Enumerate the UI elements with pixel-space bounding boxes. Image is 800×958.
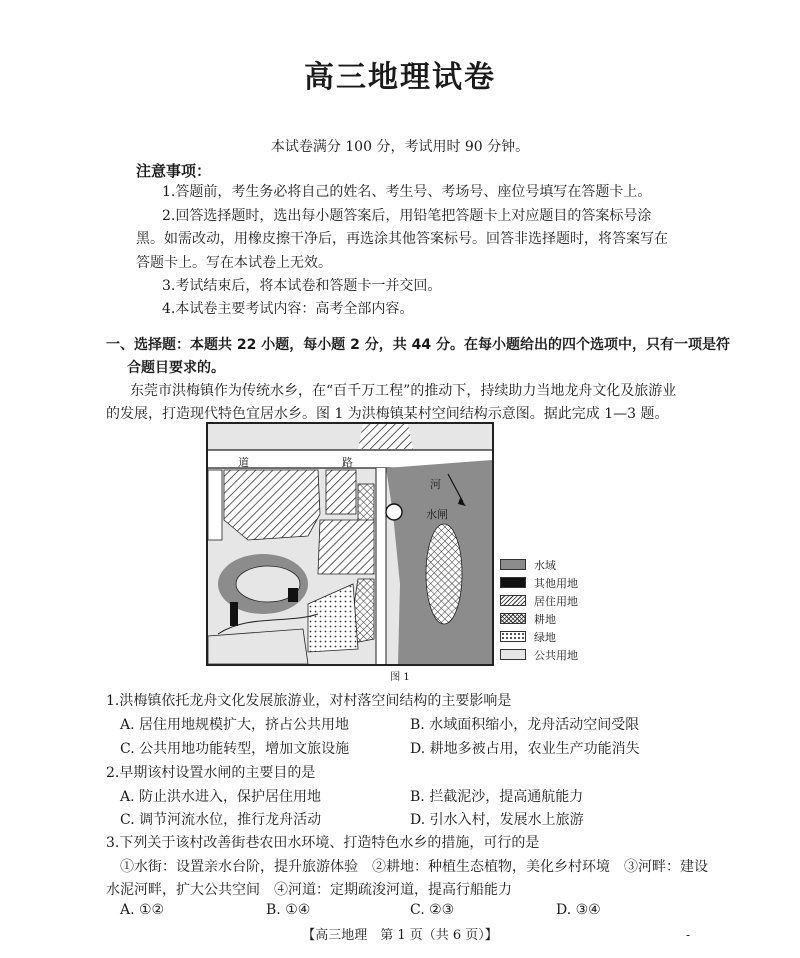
option-c: C. ②③ xyxy=(410,902,455,918)
passage-text: 东莞市洪梅镇作为传统水乡，在“百千万工程”的推动下，持续助力当地龙舟文化及旅游业 xyxy=(130,383,677,399)
river-label: 河 xyxy=(430,478,441,491)
village-map xyxy=(206,422,494,666)
section-heading-cont: 合题目要求的。 xyxy=(127,360,225,376)
question-stem: 3.下列关于该村改善街巷农田水环境、打造特色水乡的措施，可行的是 xyxy=(106,835,540,851)
green-swatch xyxy=(500,631,526,642)
notice-heading: 注意事项： xyxy=(136,162,212,180)
passage-text: 的发展，打造现代特色宜居水乡。图 1 为洪梅镇某村空间结构示意图。据此完成 1—3 题。 xyxy=(106,406,669,422)
notice-item: 黑。如需改动，用橡皮擦干净后，再选涂其他答案标号。回答非选择题时，将答案写在 xyxy=(136,231,668,247)
option-d: D. 引水入村，发展水上旅游 xyxy=(410,812,584,828)
option-b: B. ①④ xyxy=(266,902,311,918)
question-stem: 1.洪梅镇依托龙舟文化发展旅游业，对村落空间结构的主要影响是 xyxy=(106,693,512,709)
notice-item: 2.回答选择题时，选出每小题答案后，用铅笔把答题卡上对应题目的答案标号涂 xyxy=(162,208,652,224)
option-a: A. 居住用地规模扩大，挤占公共用地 xyxy=(120,717,350,733)
option-d: D. 耕地多被占用，农业生产功能消失 xyxy=(410,741,640,757)
option-a: A. 防止洪水进入，保护居住用地 xyxy=(120,789,322,805)
exam-page: 高三地理试卷 本试卷满分 100 分，考试用时 90 分钟。 注意事项： 1.答题前，考生务必将自己的姓名、考生号、考场号、座位号填写在答题卡上。 2.回答选择题时，选出每小题答案后，用铅笔把答题卡上对应题目的答案标号涂 黑。如需改动，用橡皮擦干净后，再选涂其他答案标号。回答非选择题时，将答案写在 答题卡上。写在本试卷上无效。 3.考试结束后，将本试卷和答题卡一并交回。 4.本试卷主要考试内容：高考全部内容。 一、选择题：本题共 22 小题，每小题 2 分，共 44 分。在每小题给出的四个选项中，只有一项是符 合题目要求的。 东莞市洪梅镇作为传统水乡，在“百千万工程”的推动下，持续助力当地龙舟文化及旅游业 的发展，打造现代特色宜居水乡。图 1 为洪梅镇某村空间结构示意图。据此完成 1—3 题。 道 路 河 水闸 水域 其他用地 居住用地 耕地 绿地 公共用地 图 1 1.洪梅镇依托龙舟文化发展旅游业，对村落空间结构的主要影响是 A. 居住用地规模扩大，挤占公共用地 B. 水域面积缩小，龙舟活动空间受限 C. 公共用地功能转型，增加文旅设施 D. 耕地多被占用，农业生产功能消失 2.早期该村设置水闸的主要目的是 A. 防止洪水进入，保护居住用地 B. 拦截泥沙，提高通航能力 C. 调节河流水位，推行龙舟活动 D. 引水入村，发展水上旅游 3.下列关于该村改善街巷农田水环境、打造特色水乡的措施，可行的是 ①水街：设置亲水台阶，提升旅游体验 ②耕地：种植生态植物，美化乡村环境 ③河畔：建设 水泥河畔，扩大公共空间 ④河道：定期疏浚河道，提高行船能力 A. ①② B. ①④ C. ②③ D. ③④ 【高三地理 第 1 页（共 6 页）】 - xyxy=(0,0,800,958)
option-d: D. ③④ xyxy=(556,902,601,918)
notice-item: 4.本试卷主要考试内容：高考全部内容。 xyxy=(162,301,414,317)
notice-item: 3.考试结束后，将本试卷和答题卡一并交回。 xyxy=(162,278,442,294)
notice-item: 答题卡上。写在本试卷上无效。 xyxy=(136,255,332,271)
page-footer: 【高三地理 第 1 页（共 6 页）】 xyxy=(302,928,498,943)
page-title: 高三地理试卷 xyxy=(304,60,496,95)
public-land-swatch xyxy=(500,649,526,660)
corner-mark: - xyxy=(686,928,691,942)
option-b: B. 拦截泥沙，提高通航能力 xyxy=(410,789,584,805)
question-statements: 水泥河畔，扩大公共空间 ④河道：定期疏浚河道，提高行船能力 xyxy=(106,882,512,898)
option-c: C. 调节河流水位，推行龙舟活动 xyxy=(120,812,322,828)
water-swatch xyxy=(500,559,526,570)
option-a: A. ①② xyxy=(120,902,165,918)
other-land-swatch xyxy=(500,577,526,588)
notice-item: 1.答题前，考生务必将自己的姓名、考生号、考场号、座位号填写在答题卡上。 xyxy=(162,184,652,200)
farmland-swatch xyxy=(500,613,526,624)
residential-swatch xyxy=(500,595,526,606)
road-label: 道 xyxy=(238,456,249,469)
question-stem: 2.早期该村设置水闸的主要目的是 xyxy=(106,765,316,781)
exam-info: 本试卷满分 100 分，考试用时 90 分钟。 xyxy=(270,139,530,155)
road-label: 路 xyxy=(342,456,353,469)
option-b: B. 水域面积缩小，龙舟活动空间受限 xyxy=(410,717,640,733)
option-c: C. 公共用地功能转型，增加文旅设施 xyxy=(120,741,350,757)
section-heading: 一、选择题：本题共 22 小题，每小题 2 分，共 44 分。在每小题给出的四个选项中，只有一项是符 xyxy=(106,337,730,353)
question-statements: ①水街：设置亲水台阶，提升旅游体验 ②耕地：种植生态植物，美化乡村环境 ③河畔：建设 xyxy=(120,859,708,875)
sluice-label: 水闸 xyxy=(426,508,448,521)
figure-caption: 图 1 xyxy=(390,672,410,683)
